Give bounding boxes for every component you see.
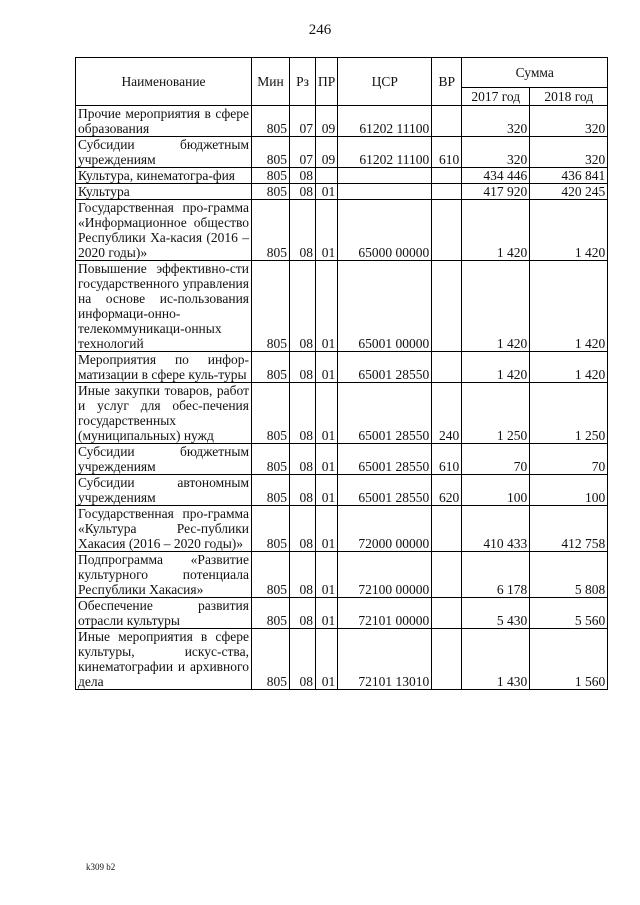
cell-name: Государственная про-грамма «Культура Рес-публики Хакасия (2016 – 2020 годы)» xyxy=(76,506,252,552)
cell-vr: 610 xyxy=(432,444,462,475)
cell-y2018: 420 245 xyxy=(530,184,608,200)
cell-y2017: 417 920 xyxy=(462,184,530,200)
cell-vr xyxy=(432,261,462,352)
cell-y2018: 1 420 xyxy=(530,200,608,261)
cell-y2017: 6 178 xyxy=(462,552,530,598)
cell-vr: 240 xyxy=(432,383,462,444)
cell-y2018: 1 420 xyxy=(530,352,608,383)
cell-min: 805 xyxy=(252,137,290,168)
cell-y2017: 434 446 xyxy=(462,168,530,184)
cell-min: 805 xyxy=(252,184,290,200)
cell-vr xyxy=(432,506,462,552)
header-vr: ВР xyxy=(432,58,462,106)
cell-min: 805 xyxy=(252,475,290,506)
table-row xyxy=(76,261,608,352)
cell-name: Субсидии бюджетным учреждениям xyxy=(76,444,252,475)
cell-name: Иные мероприятия в сфере культуры, искус-ства, кинематографии и архивного дела xyxy=(76,629,252,690)
cell-csr: 65000 00000 xyxy=(338,200,432,261)
cell-pr: 01 xyxy=(316,629,338,690)
table-row xyxy=(76,444,608,475)
cell-vr xyxy=(432,106,462,137)
cell-rz: 08 xyxy=(290,598,316,629)
header-2017: 2017 год xyxy=(462,88,530,106)
cell-y2017: 1 420 xyxy=(462,352,530,383)
cell-name: Культура, кинематогра-фия xyxy=(76,168,252,184)
cell-y2017: 1 420 xyxy=(462,200,530,261)
cell-min: 805 xyxy=(252,261,290,352)
cell-y2017: 1 420 xyxy=(462,261,530,352)
table-row xyxy=(76,475,608,506)
cell-min: 805 xyxy=(252,506,290,552)
cell-min: 805 xyxy=(252,383,290,444)
table-row xyxy=(76,552,608,598)
cell-y2017: 1 430 xyxy=(462,629,530,690)
cell-csr: 72000 00000 xyxy=(338,506,432,552)
budget-table-container xyxy=(75,57,608,690)
cell-rz: 08 xyxy=(290,168,316,184)
table-row xyxy=(76,168,608,184)
cell-rz: 08 xyxy=(290,552,316,598)
table-body xyxy=(76,106,608,690)
header-min: Мин xyxy=(252,58,290,106)
cell-name: Обеспечение развития отрасли культуры xyxy=(76,598,252,629)
cell-min: 805 xyxy=(252,168,290,184)
cell-csr: 65001 28550 xyxy=(338,444,432,475)
cell-rz: 08 xyxy=(290,200,316,261)
cell-pr: 01 xyxy=(316,552,338,598)
cell-min: 805 xyxy=(252,106,290,137)
cell-rz: 08 xyxy=(290,352,316,383)
cell-csr: 72100 00000 xyxy=(338,552,432,598)
table-row xyxy=(76,506,608,552)
cell-csr: 72101 00000 xyxy=(338,598,432,629)
cell-name: Повышение эффективно-сти государственного управления на основе ис-пользования информаци-онно-телекоммуникаци-онных технологий xyxy=(76,261,252,352)
table-row xyxy=(76,352,608,383)
cell-vr xyxy=(432,168,462,184)
cell-y2018: 1 250 xyxy=(530,383,608,444)
cell-y2017: 320 xyxy=(462,137,530,168)
table-row xyxy=(76,598,608,629)
cell-name: Прочие мероприятия в сфере образования xyxy=(76,106,252,137)
table-row xyxy=(76,137,608,168)
cell-pr: 09 xyxy=(316,106,338,137)
footer-code: k309 b2 xyxy=(86,862,116,872)
header-rz: Рз xyxy=(290,58,316,106)
cell-min: 805 xyxy=(252,629,290,690)
cell-y2017: 100 xyxy=(462,475,530,506)
cell-y2017: 320 xyxy=(462,106,530,137)
cell-vr xyxy=(432,184,462,200)
cell-rz: 07 xyxy=(290,137,316,168)
cell-y2018: 5 560 xyxy=(530,598,608,629)
cell-vr xyxy=(432,552,462,598)
cell-rz: 08 xyxy=(290,261,316,352)
page-number: 246 xyxy=(308,22,332,38)
header-sum: Сумма xyxy=(462,58,608,88)
cell-pr: 01 xyxy=(316,506,338,552)
cell-vr xyxy=(432,352,462,383)
cell-name: Иные закупки товаров, работ и услуг для обес-печения государственных (муниципальных) нужд xyxy=(76,383,252,444)
cell-rz: 07 xyxy=(290,106,316,137)
cell-name: Культура xyxy=(76,184,252,200)
cell-min: 805 xyxy=(252,200,290,261)
cell-pr: 01 xyxy=(316,444,338,475)
cell-min: 805 xyxy=(252,444,290,475)
cell-y2018: 5 808 xyxy=(530,552,608,598)
cell-y2018: 412 758 xyxy=(530,506,608,552)
cell-csr xyxy=(338,168,432,184)
cell-vr xyxy=(432,200,462,261)
cell-csr: 65001 28550 xyxy=(338,352,432,383)
cell-rz: 08 xyxy=(290,444,316,475)
cell-y2017: 5 430 xyxy=(462,598,530,629)
cell-y2018: 436 841 xyxy=(530,168,608,184)
cell-rz: 08 xyxy=(290,383,316,444)
cell-pr: 01 xyxy=(316,598,338,629)
header-name: Наименование xyxy=(76,58,252,106)
cell-name: Мероприятия по инфор-матизации в сфере куль-туры xyxy=(76,352,252,383)
cell-vr xyxy=(432,629,462,690)
table-row xyxy=(76,184,608,200)
cell-rz: 08 xyxy=(290,506,316,552)
cell-csr: 65001 00000 xyxy=(338,261,432,352)
cell-vr xyxy=(432,598,462,629)
cell-name: Подпрограмма «Развитие культурного потенциала Республики Хакасия» xyxy=(76,552,252,598)
cell-min: 805 xyxy=(252,598,290,629)
cell-y2018: 1 420 xyxy=(530,261,608,352)
cell-vr: 610 xyxy=(432,137,462,168)
cell-rz: 08 xyxy=(290,475,316,506)
cell-csr: 65001 28550 xyxy=(338,475,432,506)
cell-name: Субсидии автономным учреждениям xyxy=(76,475,252,506)
cell-csr: 72101 13010 xyxy=(338,629,432,690)
cell-csr: 65001 28550 xyxy=(338,383,432,444)
cell-y2017: 410 433 xyxy=(462,506,530,552)
header-2018: 2018 год xyxy=(530,88,608,106)
cell-y2018: 100 xyxy=(530,475,608,506)
cell-vr: 620 xyxy=(432,475,462,506)
cell-pr: 01 xyxy=(316,184,338,200)
cell-csr xyxy=(338,184,432,200)
cell-pr xyxy=(316,168,338,184)
cell-y2018: 320 xyxy=(530,137,608,168)
cell-name: Государственная про-грамма «Информационное общество Республики Ха-касия (2016 – 2020 годы)» xyxy=(76,200,252,261)
cell-y2017: 70 xyxy=(462,444,530,475)
cell-csr: 61202 11100 xyxy=(338,137,432,168)
table-row xyxy=(76,106,608,137)
cell-pr: 01 xyxy=(316,352,338,383)
cell-rz: 08 xyxy=(290,184,316,200)
cell-pr: 01 xyxy=(316,200,338,261)
cell-pr: 01 xyxy=(316,261,338,352)
table-row xyxy=(76,629,608,690)
table-row xyxy=(76,383,608,444)
cell-rz: 08 xyxy=(290,629,316,690)
cell-min: 805 xyxy=(252,352,290,383)
cell-y2018: 320 xyxy=(530,106,608,137)
cell-csr: 61202 11100 xyxy=(338,106,432,137)
cell-pr: 01 xyxy=(316,475,338,506)
cell-y2018: 70 xyxy=(530,444,608,475)
table-row xyxy=(76,200,608,261)
header-pr: ПР xyxy=(316,58,338,106)
cell-name: Субсидии бюджетным учреждениям xyxy=(76,137,252,168)
budget-table xyxy=(75,57,608,690)
cell-pr: 01 xyxy=(316,383,338,444)
cell-pr: 09 xyxy=(316,137,338,168)
cell-y2017: 1 250 xyxy=(462,383,530,444)
cell-y2018: 1 560 xyxy=(530,629,608,690)
header-csr: ЦСР xyxy=(338,58,432,106)
cell-min: 805 xyxy=(252,552,290,598)
